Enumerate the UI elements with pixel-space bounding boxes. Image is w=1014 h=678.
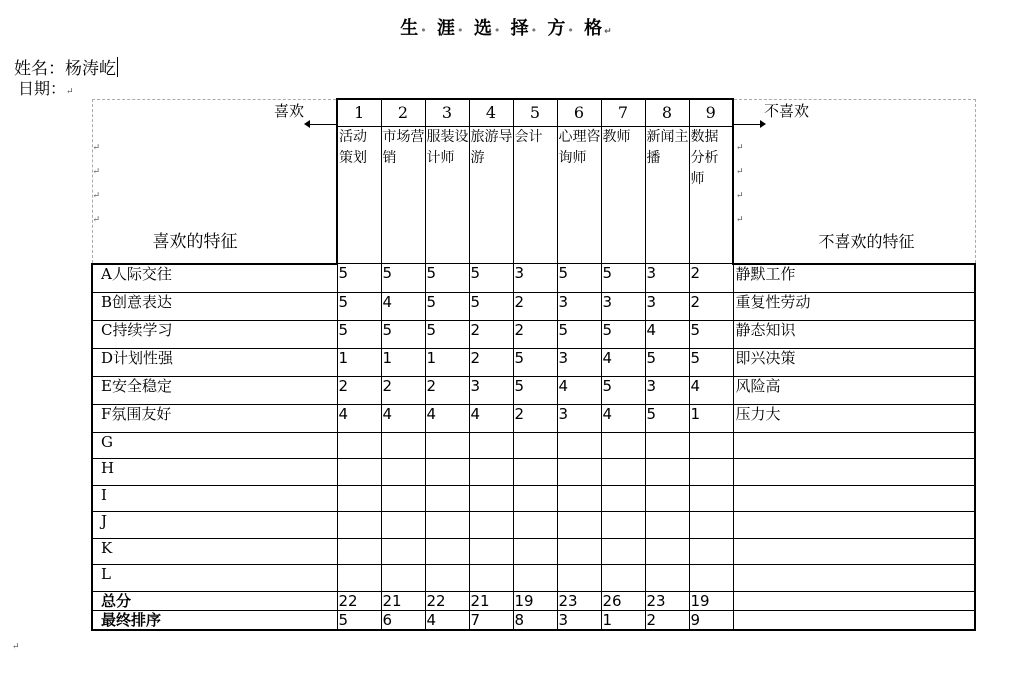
trait-row [92, 404, 975, 432]
total-cell[interactable]: 22 [337, 591, 381, 610]
score-cell[interactable] [601, 538, 645, 565]
score-cell[interactable] [381, 485, 425, 512]
trait-label: I [92, 485, 337, 512]
trait-label: D计划性强 [92, 348, 337, 376]
trait-label: K [92, 538, 337, 565]
dislike-features-label: 不喜欢的特征 [818, 231, 915, 251]
trait-row [92, 459, 975, 486]
score-cell[interactable] [513, 485, 557, 512]
score-cell[interactable] [425, 432, 469, 459]
score-cell[interactable]: 4 [601, 404, 645, 432]
trait-label: H [92, 459, 337, 486]
score-cell[interactable] [601, 459, 645, 486]
score-cell[interactable] [425, 512, 469, 539]
score-cell[interactable]: 5 [689, 320, 733, 348]
score-cell[interactable]: 4 [601, 348, 645, 376]
trait-row [92, 432, 975, 459]
score-cell[interactable] [689, 432, 733, 459]
score-rows [92, 264, 975, 592]
score-cell[interactable] [381, 432, 425, 459]
score-cell[interactable] [513, 538, 557, 565]
score-cell[interactable]: 3 [601, 292, 645, 320]
rank-cell[interactable]: 1 [601, 610, 645, 630]
job-header: 4 旅游导游 [469, 99, 513, 264]
score-cell[interactable] [645, 459, 689, 486]
score-cell[interactable]: 5 [557, 264, 601, 293]
score-cell[interactable]: 2 [469, 320, 513, 348]
score-cell[interactable]: 4 [469, 404, 513, 432]
dislike-trait-cell[interactable]: 压力大 [733, 404, 975, 432]
total-cell[interactable]: 21 [469, 591, 513, 610]
score-cell[interactable] [337, 512, 381, 539]
header-row [92, 99, 975, 264]
like-features-label: 喜欢的特征 [152, 231, 238, 252]
rank-cell[interactable]: 6 [381, 610, 425, 630]
score-cell[interactable]: 2 [381, 376, 425, 404]
dislike-trait-cell[interactable]: 风险高 [733, 376, 975, 404]
total-cell[interactable]: 22 [425, 591, 469, 610]
score-cell[interactable]: 2 [513, 292, 557, 320]
trait-row [92, 292, 975, 320]
score-cell[interactable] [689, 512, 733, 539]
score-cell[interactable] [425, 485, 469, 512]
total-cell[interactable]: 19 [689, 591, 733, 610]
score-cell[interactable] [513, 432, 557, 459]
score-cell[interactable]: 4 [337, 404, 381, 432]
rank-row [92, 610, 975, 630]
score-cell[interactable] [381, 512, 425, 539]
score-cell[interactable]: 5 [469, 292, 513, 320]
score-cell[interactable] [381, 565, 425, 592]
total-cell[interactable]: 21 [381, 591, 425, 610]
score-cell[interactable] [469, 485, 513, 512]
trait-row [92, 264, 975, 293]
score-cell[interactable]: 2 [337, 376, 381, 404]
score-cell[interactable] [425, 459, 469, 486]
job-header: 1 活动策划 [337, 99, 381, 264]
trait-label: G [92, 432, 337, 459]
score-cell[interactable]: 1 [381, 348, 425, 376]
score-cell[interactable] [601, 512, 645, 539]
score-cell[interactable] [337, 432, 381, 459]
score-cell[interactable] [425, 565, 469, 592]
score-cell[interactable] [645, 538, 689, 565]
score-cell[interactable]: 3 [513, 264, 557, 293]
total-dislike-cell[interactable] [733, 591, 975, 610]
score-cell[interactable] [689, 485, 733, 512]
score-cell[interactable]: 5 [381, 264, 425, 293]
score-cell[interactable] [645, 565, 689, 592]
score-cell[interactable]: 4 [689, 376, 733, 404]
job-header: 8 新闻主播 [645, 99, 689, 264]
score-cell[interactable]: 3 [645, 376, 689, 404]
trait-row [92, 348, 975, 376]
date-label: 日期： [18, 79, 67, 98]
score-cell[interactable] [557, 432, 601, 459]
score-cell[interactable]: 5 [645, 404, 689, 432]
total-cell[interactable]: 19 [513, 591, 557, 610]
dislike-trait-cell[interactable] [733, 538, 975, 565]
dislike-trait-cell[interactable] [733, 485, 975, 512]
score-cell[interactable] [557, 565, 601, 592]
document-title: 生• 涯• 选• 择• 方• 格↵ [400, 18, 614, 39]
score-cell[interactable]: 1 [689, 404, 733, 432]
score-cell[interactable]: 3 [557, 348, 601, 376]
score-cell[interactable] [601, 485, 645, 512]
score-cell[interactable]: 4 [645, 320, 689, 348]
dislike-trait-cell[interactable]: 静态知识 [733, 320, 975, 348]
trait-label: L [92, 565, 337, 592]
score-cell[interactable]: 5 [425, 264, 469, 293]
score-cell[interactable]: 4 [557, 376, 601, 404]
trait-label: F氛围友好 [92, 404, 337, 432]
score-cell[interactable] [337, 485, 381, 512]
score-cell[interactable]: 5 [557, 320, 601, 348]
score-cell[interactable] [337, 565, 381, 592]
job-header: 9 数据分析师 [689, 99, 733, 264]
trait-label: E安全稳定 [92, 376, 337, 404]
score-cell[interactable] [645, 432, 689, 459]
score-cell[interactable] [425, 538, 469, 565]
score-cell[interactable] [689, 459, 733, 486]
score-cell[interactable] [469, 565, 513, 592]
score-cell[interactable] [557, 512, 601, 539]
score-cell[interactable] [513, 565, 557, 592]
total-cell[interactable]: 23 [557, 591, 601, 610]
score-cell[interactable] [513, 459, 557, 486]
score-cell[interactable]: 5 [513, 376, 557, 404]
score-cell[interactable]: 2 [689, 292, 733, 320]
rank-cell[interactable]: 8 [513, 610, 557, 630]
rank-cell[interactable]: 3 [557, 610, 601, 630]
score-cell[interactable] [557, 459, 601, 486]
score-cell[interactable] [601, 565, 645, 592]
like-header-cell: 喜欢 ↵ ↵ ↵ ↵ 喜欢的特征 [92, 99, 337, 264]
score-cell[interactable] [337, 538, 381, 565]
trait-row [92, 376, 975, 404]
trait-row [92, 538, 975, 565]
score-cell[interactable] [469, 432, 513, 459]
score-cell[interactable] [337, 459, 381, 486]
score-cell[interactable] [689, 538, 733, 565]
total-row [92, 591, 975, 610]
paragraph-mark: ↵ [12, 642, 20, 652]
score-cell[interactable] [645, 512, 689, 539]
score-cell[interactable]: 3 [645, 292, 689, 320]
trait-row [92, 485, 975, 512]
trait-label: C持续学习 [92, 320, 337, 348]
rank-cell[interactable]: 5 [337, 610, 381, 630]
rank-cell[interactable]: 7 [469, 610, 513, 630]
total-cell[interactable]: 26 [601, 591, 645, 610]
dislike-trait-cell[interactable] [733, 512, 975, 539]
dislike-trait-cell[interactable]: 即兴决策 [733, 348, 975, 376]
score-cell[interactable]: 2 [513, 404, 557, 432]
job-header: 5 会计 [513, 99, 557, 264]
trait-label: A人际交往 [92, 264, 337, 293]
score-cell[interactable]: 5 [337, 264, 381, 293]
trait-row [92, 512, 975, 539]
score-cell[interactable]: 5 [469, 264, 513, 293]
dislike-label: 不喜欢 [764, 101, 810, 120]
score-cell[interactable]: 5 [645, 348, 689, 376]
score-cell[interactable]: 2 [469, 348, 513, 376]
score-cell[interactable]: 5 [425, 320, 469, 348]
score-cell[interactable]: 4 [381, 292, 425, 320]
career-choice-grid [91, 98, 976, 631]
score-cell[interactable]: 2 [425, 376, 469, 404]
arrow-left-icon [306, 124, 336, 125]
trait-row [92, 320, 975, 348]
score-cell[interactable]: 5 [601, 320, 645, 348]
score-cell[interactable]: 5 [337, 320, 381, 348]
rank-cell[interactable]: 9 [689, 610, 733, 630]
score-cell[interactable]: 3 [469, 376, 513, 404]
score-cell[interactable]: 5 [425, 292, 469, 320]
score-cell[interactable]: 2 [513, 320, 557, 348]
dislike-trait-cell[interactable]: 静默工作 [733, 264, 975, 293]
score-cell[interactable] [381, 459, 425, 486]
rank-dislike-cell[interactable] [733, 610, 975, 630]
score-cell[interactable] [381, 538, 425, 565]
score-cell[interactable]: 5 [381, 320, 425, 348]
score-cell[interactable]: 5 [601, 376, 645, 404]
score-cell[interactable]: 2 [689, 264, 733, 293]
total-cell[interactable]: 23 [645, 591, 689, 610]
job-header: 2 市场营销 [381, 99, 425, 264]
score-cell[interactable] [469, 512, 513, 539]
trait-label: B创意表达 [92, 292, 337, 320]
score-cell[interactable] [645, 485, 689, 512]
rank-cell[interactable]: 2 [645, 610, 689, 630]
dislike-trait-cell[interactable] [733, 565, 975, 592]
job-header: 6 心理咨询师 [557, 99, 601, 264]
score-cell[interactable] [469, 459, 513, 486]
dislike-trait-cell[interactable] [733, 459, 975, 486]
score-cell[interactable]: 5 [337, 292, 381, 320]
total-label: 总分 [92, 591, 337, 610]
name-value[interactable]: 杨涛屹 [65, 59, 116, 79]
score-cell[interactable]: 5 [601, 264, 645, 293]
rank-cell[interactable]: 4 [425, 610, 469, 630]
date-line[interactable]: 日期：↵ [18, 79, 74, 98]
score-cell[interactable] [469, 538, 513, 565]
arrow-right-icon [734, 124, 764, 125]
score-cell[interactable] [601, 432, 645, 459]
dislike-header-cell: 不喜欢 ↵ ↵ ↵ ↵ 不喜欢的特征 [733, 99, 975, 264]
score-cell[interactable]: 3 [557, 404, 601, 432]
score-cell[interactable]: 3 [645, 264, 689, 293]
score-cell[interactable]: 3 [557, 292, 601, 320]
job-header: 3 服装设计师 [425, 99, 469, 264]
score-cell[interactable]: 4 [381, 404, 425, 432]
name-label: 姓名： [14, 59, 65, 79]
score-cell[interactable]: 1 [425, 348, 469, 376]
rank-label: 最终排序 [92, 610, 337, 630]
trait-row [92, 565, 975, 592]
like-label: 喜欢 [273, 101, 304, 120]
score-cell[interactable]: 5 [689, 348, 733, 376]
trait-label: J [92, 512, 337, 539]
job-header: 7 教师 [601, 99, 645, 264]
score-cell[interactable]: 1 [337, 348, 381, 376]
score-cell[interactable] [557, 485, 601, 512]
score-cell[interactable] [557, 538, 601, 565]
dislike-trait-cell[interactable] [733, 432, 975, 459]
score-cell[interactable] [513, 512, 557, 539]
score-cell[interactable]: 5 [513, 348, 557, 376]
score-cell[interactable] [689, 565, 733, 592]
text-cursor [117, 57, 118, 77]
dislike-trait-cell[interactable]: 重复性劳动 [733, 292, 975, 320]
score-cell[interactable]: 4 [425, 404, 469, 432]
